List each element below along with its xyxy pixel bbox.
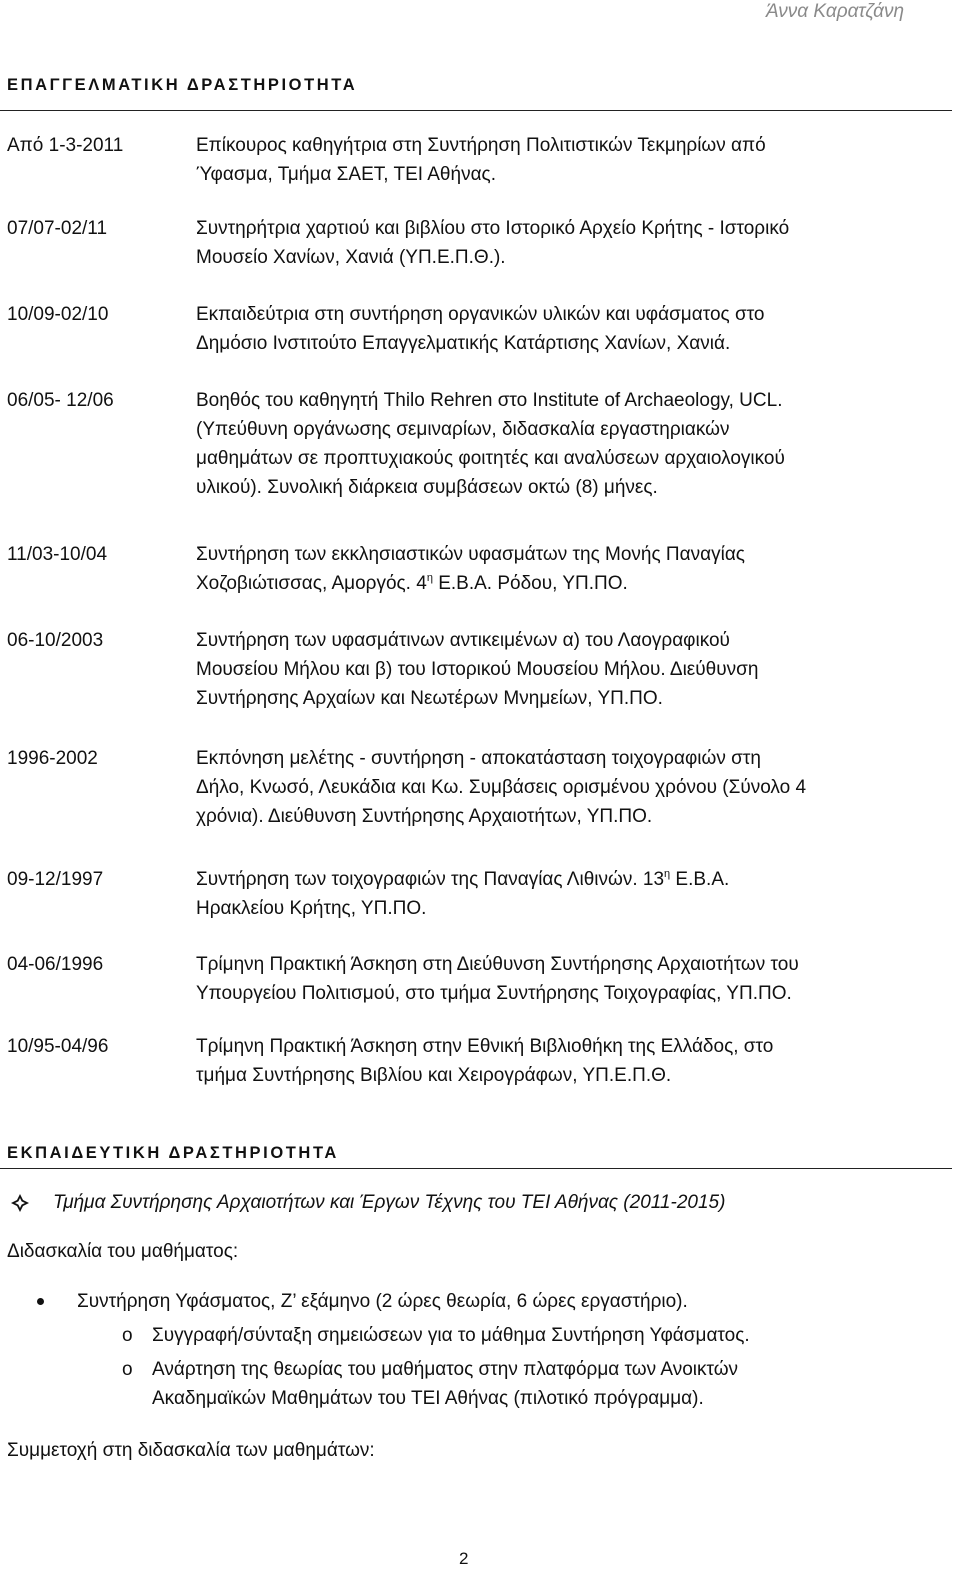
entry-dates: 10/95-04/96 xyxy=(7,1036,109,1057)
entry-dates: 1996-2002 xyxy=(7,748,98,769)
entry-description: Τρίμηνη Πρακτική Άσκηση στην Εθνική Βιβλιοθήκη της Ελλάδος, στο τμήμα Συντήρησης Βιβλίου και Χειρογράφων, ΥΠ.Ε.Π.Θ. xyxy=(196,1036,774,1086)
entry-description: Εκπόνηση μελέτης - συντήρηση - αποκατάσταση τοιχογραφιών στη Δήλο, Κνωσό, Λευκάδια και Κω. Συμβάσεις ορισμένου χρόνου (Σύνολο 4 χρόνια). Διεύθυνση Συντήρησης Αρχαιοτήτων, ΥΠ.ΠΟ. xyxy=(196,748,807,827)
entry-description: Συντήρηση των υφασμάτινων αντικειμένων α) του Λαογραφικού Μουσείου Μήλου και β) του Ιστορικού Μουσείου Μήλου. Διεύθυνση Συντήρησης Αρχαίων και Νεωτέρων Μνημείων, ΥΠ.ΠΟ. xyxy=(196,630,759,709)
entry-description: Εκπαιδεύτρια στη συντήρηση οργανικών υλικών και υφάσματος στο Δημόσιο Ινστιτούτο Επαγγελματικής Κατάρτισης Χανίων, Χανιά. xyxy=(196,304,765,354)
page-number: 2 xyxy=(459,1549,469,1568)
sub-item: Ανάρτηση της θεωρίας του μαθήματος στην πλατφόρμα των Ανοικτών Ακαδημαϊκών Μαθημάτων του ΤΕΙ Αθήνας (πιλοτικό πρόγραμμα). xyxy=(152,1359,739,1409)
entry-dates: 11/03-10/04 xyxy=(7,544,108,565)
bullet-item: Συντήρηση Υφάσματος, Ζ’ εξάμηνο (2 ώρες θεωρία, 6 ώρες εργαστήριο). xyxy=(77,1291,688,1312)
entry-description: Τρίμηνη Πρακτική Άσκηση στη Διεύθυνση Συντήρησης Αρχαιοτήτων του Υπουργείου Πολιτισμού, στο τμήμα Συντήρησης Τοιχογραφίας, ΥΠ.ΠΟ. xyxy=(196,954,799,1004)
entry-dates: 06/05- 12/06 xyxy=(7,390,114,411)
author-name: Άννα Καρατζάνη xyxy=(765,1,904,22)
sub-bullet-marker: o xyxy=(122,1325,133,1346)
entry-dates: 10/09-02/10 xyxy=(7,304,109,325)
course-heading: Τμήμα Συντήρησης Αρχαιοτήτων και Έργων Τέχνης του ΤΕΙ Αθήνας (2011-2015) xyxy=(53,1192,726,1213)
participation-label: Συμμετοχή στη διδασκαλία των μαθημάτων: xyxy=(7,1440,375,1461)
entry-dates: 07/07-02/11 xyxy=(7,218,108,239)
entry-description: Συντήρηση των τοιχογραφιών της Παναγίας Λιθινών. $13^\eta$ Ε.Β.Α. Ηρακλείου Κρήτης, ΥΠ.ΠΟ. xyxy=(196,867,730,919)
section-divider xyxy=(0,1168,952,1169)
professional-section-title: ΕΠΑΓΓΕΛΜΑΤΙΚΗ ΔΡΑΣΤΗΡΙΟΤΗΤΑ xyxy=(7,76,358,94)
entry-dates: 06-10/2003 xyxy=(7,630,104,651)
entry-dates: Από 1-3-2011 xyxy=(7,135,124,156)
diamond-bullet-icon xyxy=(10,1193,30,1213)
entry-description: Συντηρήτρια χαρτιού και βιβλίου στο Ιστορικό Αρχείο Κρήτης - Ιστορικό Μουσείο Χανίων, Χανιά (ΥΠ.Ε.Π.Θ.). xyxy=(196,218,790,268)
entry-dates: 04-06/1996 xyxy=(7,954,104,975)
entry-dates: 09-12/1997 xyxy=(7,869,104,890)
entry-description: Βοηθός του καθηγητή Thilo Rehren στο Institute of Archaeology, UCL. (Υπεύθυνη οργάνωσης σεμιναρίων, διδασκαλία εργαστηριακών μαθημάτων σε προπτυχιακούς φοιτητές και αναλύσεων αρχαιολογικού υλικού). Συνολική διάρκεια συμβάσεων οκτώ (8) μήνες. xyxy=(196,390,785,498)
bullet-dot xyxy=(37,1298,44,1305)
education-section-title: ΕΚΠΑΙΔΕΥΤΙΚΗ ΔΡΑΣΤΗΡΙΟΤΗΤΑ xyxy=(7,1144,339,1162)
section-divider xyxy=(0,110,952,111)
entry-description: Επίκουρος καθηγήτρια στη Συντήρηση Πολιτιστικών Τεκμηρίων από Ύφασμα, Τμήμα ΣΑΕΤ, ΤΕΙ Αθήνας. xyxy=(196,135,766,185)
teaching-label: Διδασκαλία του μαθήματος: xyxy=(7,1241,239,1262)
sub-bullet-marker: o xyxy=(122,1359,133,1380)
sub-item: Συγγραφή/σύνταξη σημειώσεων για το μάθημα Συντήρηση Υφάσματος. xyxy=(152,1325,750,1346)
entry-description: Συντήρηση των εκκλησιαστικών υφασμάτων της Μονής Παναγίας Χοζοβιώτισσας, Αμοργός. $4^\eta$ Ε.Β.Α. Ρόδου, ΥΠ.ΠΟ. xyxy=(196,544,745,594)
